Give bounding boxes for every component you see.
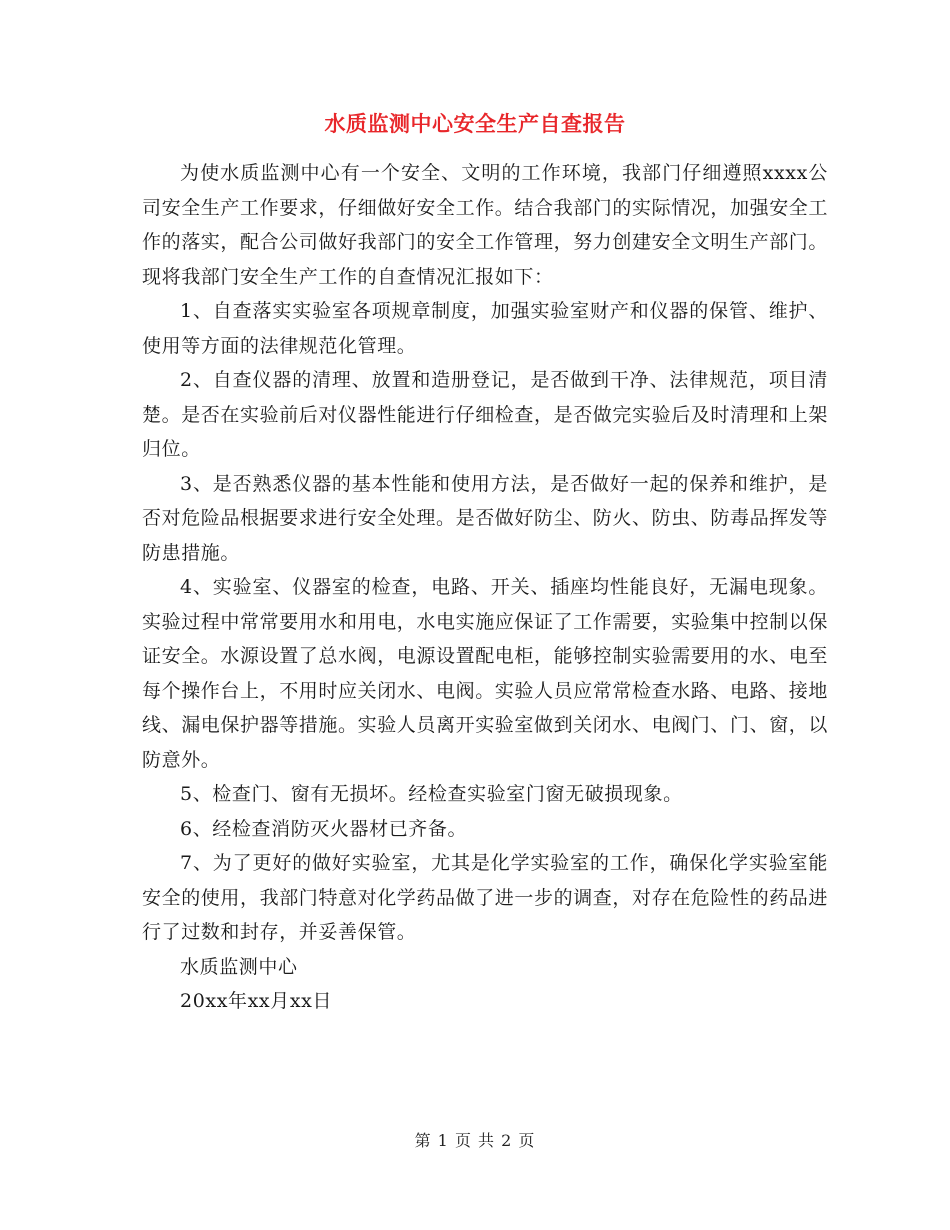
document-title: 水质监测中心安全生产自查报告 (324, 112, 626, 136)
item-paragraph-3: 3、是否熟悉仪器的基本性能和使用方法，是否做好一起的保养和维护，是否对危险品根据要求进行安全处理。是否做好防尘、防火、防虫、防毒品挥发等防患措施。 (142, 472, 829, 564)
signature-date: 20xx年xx月xx日 (180, 990, 333, 1012)
document-body (142, 156, 828, 1019)
item-paragraph-4: 4、实验室、仪器室的检查，电路、开关、插座均性能良好，无漏电现象。实验过程中常常要用水和用电，水电实施应保证了工作需要，实验集中控制以保证安全。水源设置了总水阀，电源设置配电柜，能够控制实验需要用的水、电至每个操作台上，不用时应关闭水、电阀。实验人员应常常检查水路、电路、接地线、漏电保护器等措施。实验人员离开实验室做到关闭水、电阀门、门、窗，以防意外。 (142, 576, 829, 771)
intro-paragraph: 为使水质监测中心有一个安全、文明的工作环境，我部门仔细遵照xxxx公司安全生产工作要求，仔细做好安全工作。结合我部门的实际情况，加强安全工作的落实，配合公司做好我部门的安全工作管理，努力创建安全文明生产部门。现将我部门安全生产工作的自查情况汇报如下： (142, 162, 829, 288)
signature-department: 水质监测中心 (180, 955, 298, 978)
item-paragraph-1: 1、自查落实实验室各项规章制度，加强实验室财产和仪器的保管、维护、使用等方面的法律规范化管理。 (142, 300, 828, 357)
page-number-footer: 第 1 页 共 2 页 (414, 1131, 536, 1150)
item-paragraph-2: 2、自查仪器的清理、放置和造册登记，是否做到干净、法律规范，项目清楚。是否在实验前后对仪器性能进行仔细检查，是否做完实验后及时清理和上架归位。 (142, 369, 829, 460)
item-paragraph-7: 7、为了更好的做好实验室，尤其是化学实验室的工作，确保化学实验室能安全的使用，我部门特意对化学药品做了进一步的调查，对存在危险性的药品进行了过数和封存，并妥善保管。 (142, 852, 829, 943)
item-paragraph-6: 6、经检查消防灭火器材已齐备。 (180, 817, 468, 840)
item-paragraph-5: 5、检查门、窗有无损坏。经检查实验室门窗无破损现象。 (180, 783, 683, 805)
